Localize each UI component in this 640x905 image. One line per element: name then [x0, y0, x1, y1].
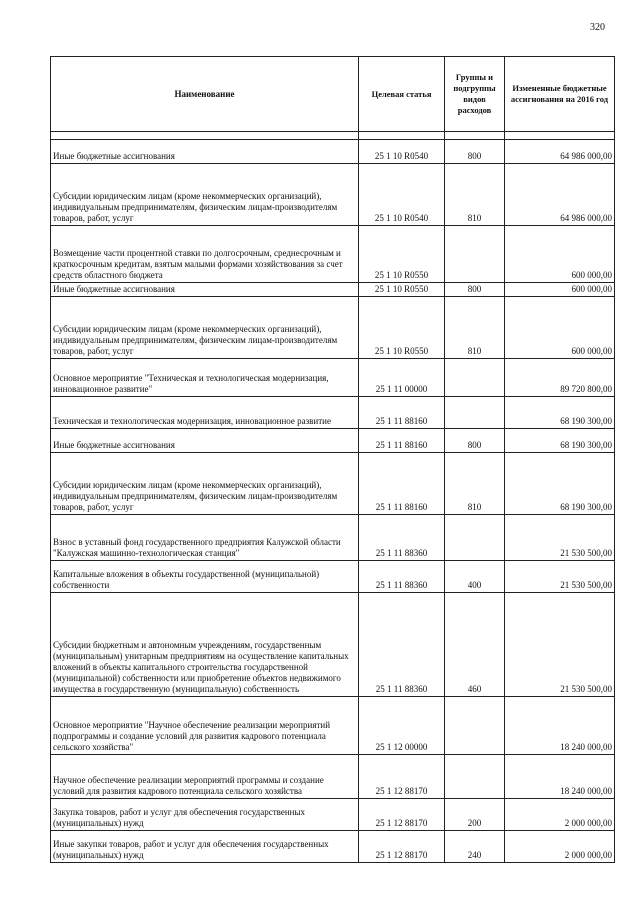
row-amount: 600 000,00 — [505, 226, 615, 283]
spacer-cell — [505, 132, 615, 140]
table-row — [51, 831, 615, 863]
row-target: 25 1 11 00000 — [359, 359, 445, 397]
row-target: 25 1 11 88360 — [359, 593, 445, 697]
spacer-cell — [359, 132, 445, 140]
row-name: Субсидии юридическим лицам (кроме некоммерческих организаций), индивидуальным предпринимателям, физическим лицам-производителям товаров, работ, услуг — [51, 164, 359, 226]
table-row — [51, 283, 615, 297]
row-group — [445, 359, 505, 397]
row-amount: 68 190 300,00 — [505, 397, 615, 429]
table-row — [51, 397, 615, 429]
row-target: 25 1 10 R0540 — [359, 164, 445, 226]
table-row — [51, 140, 615, 164]
row-target: 25 1 11 88360 — [359, 561, 445, 593]
row-target: 25 1 11 88360 — [359, 515, 445, 561]
row-group: 240 — [445, 831, 505, 863]
row-amount: 18 240 000,00 — [505, 755, 615, 799]
row-group: 810 — [445, 164, 505, 226]
table-row — [51, 226, 615, 283]
row-target: 25 1 12 00000 — [359, 697, 445, 755]
budget-table — [50, 56, 615, 863]
row-target: 25 1 12 88170 — [359, 799, 445, 831]
row-name: Научное обеспечение реализации мероприятий программы и создание условий для развития кадрового потенциала сельского хозяйства — [51, 755, 359, 799]
header-target: Целевая статья — [359, 57, 445, 132]
row-group — [445, 515, 505, 561]
spacer-cell — [51, 132, 359, 140]
table-row — [51, 453, 615, 515]
row-name: Субсидии бюджетным и автономным учреждениям, государственным (муниципальным) унитарным предприятиям на осуществление капитальных вложений в объекты капитального строительства государственной (муниципальной) собственности или приобретение объектов недвижимого имущества в государственную (муниципальную) собственность — [51, 593, 359, 697]
row-group — [445, 397, 505, 429]
row-amount: 21 530 500,00 — [505, 593, 615, 697]
table-row — [51, 799, 615, 831]
row-name: Субсидии юридическим лицам (кроме некоммерческих организаций), индивидуальным предпринимателям, физическим лицам-производителям товаров, работ, услуг — [51, 453, 359, 515]
header-group: Группы и подгруппы видов расходов — [445, 57, 505, 132]
row-amount: 64 986 000,00 — [505, 164, 615, 226]
table-row — [51, 697, 615, 755]
row-amount: 18 240 000,00 — [505, 697, 615, 755]
row-target: 25 1 11 88160 — [359, 453, 445, 515]
row-name: Субсидии юридическим лицам (кроме некоммерческих организаций), индивидуальным предпринимателям, физическим лицам-производителям товаров, работ, услуг — [51, 297, 359, 359]
row-amount: 2 000 000,00 — [505, 831, 615, 863]
row-group: 810 — [445, 453, 505, 515]
row-name: Взнос в уставный фонд государственного предприятия Калужской области "Калужская машинно-технологическая станция" — [51, 515, 359, 561]
row-target: 25 1 11 88160 — [359, 397, 445, 429]
spacer-cell — [445, 132, 505, 140]
row-group — [445, 755, 505, 799]
table-row — [51, 359, 615, 397]
row-amount: 89 720 800,00 — [505, 359, 615, 397]
row-group: 460 — [445, 593, 505, 697]
row-amount: 600 000,00 — [505, 283, 615, 297]
row-amount: 21 530 500,00 — [505, 561, 615, 593]
row-group: 200 — [445, 799, 505, 831]
table-row — [51, 593, 615, 697]
table-body — [51, 132, 615, 863]
table-header — [51, 57, 615, 132]
row-target: 25 1 10 R0540 — [359, 140, 445, 164]
header-amount: Измененные бюджетные ассигнования на 2016 год — [505, 57, 615, 132]
row-amount: 68 190 300,00 — [505, 429, 615, 453]
table-row — [51, 755, 615, 799]
row-target: 25 1 11 88160 — [359, 429, 445, 453]
row-amount: 64 986 000,00 — [505, 140, 615, 164]
row-target: 25 1 12 88170 — [359, 755, 445, 799]
table-row — [51, 429, 615, 453]
spacer-row — [51, 132, 615, 140]
row-name: Возмещение части процентной ставки по долгосрочным, среднесрочным и краткосрочным кредитам, взятым малыми формами хозяйствования за счет средств областного бюджета — [51, 226, 359, 283]
row-target: 25 1 10 R0550 — [359, 226, 445, 283]
row-amount: 68 190 300,00 — [505, 453, 615, 515]
table-row — [51, 297, 615, 359]
row-group — [445, 697, 505, 755]
table-row — [51, 515, 615, 561]
row-group: 800 — [445, 283, 505, 297]
page-number: 320 — [590, 22, 605, 33]
row-name: Основное мероприятие "Научное обеспечение реализации мероприятий подпрограммы и создание условий для развития кадрового потенциала сельского хозяйства" — [51, 697, 359, 755]
row-name: Иные закупки товаров, работ и услуг для обеспечения государственных (муниципальных) нужд — [51, 831, 359, 863]
row-group — [445, 226, 505, 283]
row-target: 25 1 12 88170 — [359, 831, 445, 863]
row-group: 800 — [445, 429, 505, 453]
row-name: Иные бюджетные ассигнования — [51, 140, 359, 164]
row-name: Иные бюджетные ассигнования — [51, 429, 359, 453]
row-group: 400 — [445, 561, 505, 593]
row-amount: 2 000 000,00 — [505, 799, 615, 831]
row-name: Техническая и технологическая модернизация, инновационное развитие — [51, 397, 359, 429]
table-row — [51, 561, 615, 593]
row-target: 25 1 10 R0550 — [359, 283, 445, 297]
row-name: Капитальные вложения в объекты государственной (муниципальной) собственности — [51, 561, 359, 593]
header-name: Наименование — [51, 57, 359, 132]
row-name: Основное мероприятие "Техническая и технологическая модернизация, инновационное развитие" — [51, 359, 359, 397]
row-name: Закупка товаров, работ и услуг для обеспечения государственных (муниципальных) нужд — [51, 799, 359, 831]
row-name: Иные бюджетные ассигнования — [51, 283, 359, 297]
row-amount: 21 530 500,00 — [505, 515, 615, 561]
row-amount: 600 000,00 — [505, 297, 615, 359]
table-row — [51, 164, 615, 226]
row-group: 800 — [445, 140, 505, 164]
row-group: 810 — [445, 297, 505, 359]
row-target: 25 1 10 R0550 — [359, 297, 445, 359]
